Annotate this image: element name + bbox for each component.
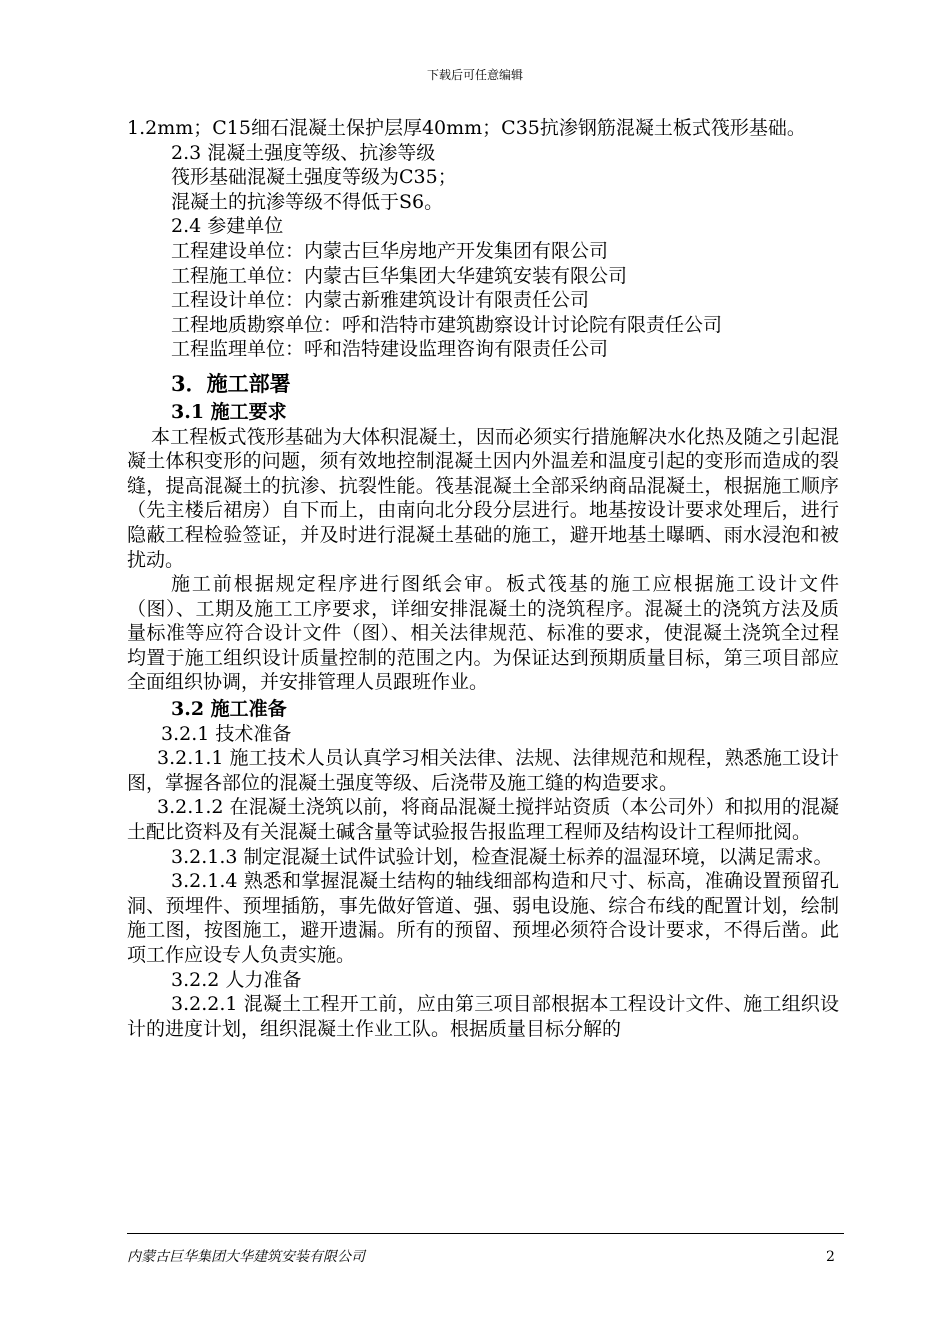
page-header-note: 下载后可任意编辑 [426, 68, 523, 82]
subheading-2-3: 2.3 混凝土强度等级、抗渗等级 [171, 141, 436, 164]
paragraph-strength-grade: 筏形基础混凝土强度等级为C35； [171, 166, 457, 189]
footer-divider [127, 1233, 844, 1234]
paragraph-construction-unit: 工程施工单位：内蒙古巨华集团大华建筑安装有限公司 [171, 264, 628, 287]
section-heading-3-2: 3.2 施工准备 [171, 698, 287, 721]
subheading-3-2-1: 3.2.1 技术准备 [161, 722, 292, 745]
section-heading-3: 3．施工部署 [171, 370, 291, 396]
subheading-2-4: 2.4 参建单位 [171, 215, 284, 238]
paragraph-construction-requirements: 本工程板式筏形基础为大体积混凝土，因而必须实行措施解决水化热及随之引起混凝土体积变形的问题，须有效地控制混凝土因内外温差和温度引起的变形而造成的裂缝，提高混凝土的抗渗、抗裂性能。筏基混凝土全部采纳商品混凝土，根据施工顺序（先主楼后裙房）自下而上，由南向北分段分层进行。地基按设计要求处理后，进行隐蔽工程检验签证，并及时进行混凝土基础的施工，避开地基土曝晒、雨水浸泡和被扰动。 [127, 425, 839, 571]
paragraph-supervision-unit: 工程监理单位：呼和浩特建设监理咨询有限责任公司 [171, 338, 609, 361]
paragraph-survey-unit: 工程地质勘察单位：呼和浩特市建筑勘察设计讨论院有限责任公司 [171, 313, 723, 336]
paragraph-3-2-2-1: 3.2.2.1 混凝土工程开工前，应由第三项目部根据本工程设计文件、施工组织设计的进度计划，组织混凝土作业工队。根据质量目标分解的 [127, 993, 839, 1040]
paragraph-design-unit: 工程设计单位：内蒙古新雅建筑设计有限责任公司 [171, 289, 590, 312]
paragraph-3-2-1-1: 3.2.1.1 施工技术人员认真学习相关法律、法规、法律规范和规程，熟悉施工设计图，掌握各部位的混凝土强度等级、后浇带及施工缝的构造要求。 [127, 747, 839, 794]
subheading-3-2-2: 3.2.2 人力准备 [171, 968, 302, 991]
paragraph-3-2-1-4: 3.2.1.4 熟悉和掌握混凝土结构的轴线细部构造和尺寸、标高，准确设置预留孔洞、预埋件、预埋插筋，事先做好管道、强、弱电设施、综合布线的配置计划，绘制施工图，按图施工，避开遗漏。所有的预留、预埋必须符合设计要求，不得后凿。此项工作应设专人负责实施。 [127, 870, 839, 966]
paragraph-3-2-1-2: 3.2.1.2 在混凝土浇筑以前，将商品混凝土搅拌站资质（本公司外）和拟用的混凝土配比资料及有关混凝土碱含量等试验报告报监理工程师及结构设计工程师批阅。 [127, 796, 839, 844]
section-heading-3-1: 3.1 施工要求 [171, 400, 287, 423]
paragraph-impermeability: 混凝土的抗渗等级不得低于S6。 [171, 190, 444, 213]
paragraph-drawing-review: 施工前根据规定程序进行图纸会审。板式筏基的施工应根据施工设计文件（图）、工期及施工工序要求，详细安排混凝土的浇筑程序。混凝土的浇筑方法及质量标准等应符合设计文件（图）、相关法律规范、标准的要求，使混凝土浇筑全过程均置于施工组织设计质量控制的范围之内。为保证达到预期质量目标，第三项目部应全面组织协调，并安排管理人员跟班作业。 [127, 573, 839, 694]
footer-company-name: 内蒙古巨华集团大华建筑安装有限公司 [127, 1249, 365, 1265]
paragraph-3-2-1-3: 3.2.1.3 制定混凝土试件试验计划，检查混凝土标养的温湿环境，以满足需求。 [171, 845, 833, 868]
page-number: 2 [826, 1249, 835, 1265]
paragraph-owner-unit: 工程建设单位：内蒙古巨华房地产开发集团有限公司 [171, 239, 609, 262]
document-body [127, 116, 839, 1041]
paragraph-foundation-layers: 1.2mm；C15细石混凝土保护层厚40mm；C35抗渗钢筋混凝土板式筏形基础。 [127, 117, 806, 139]
